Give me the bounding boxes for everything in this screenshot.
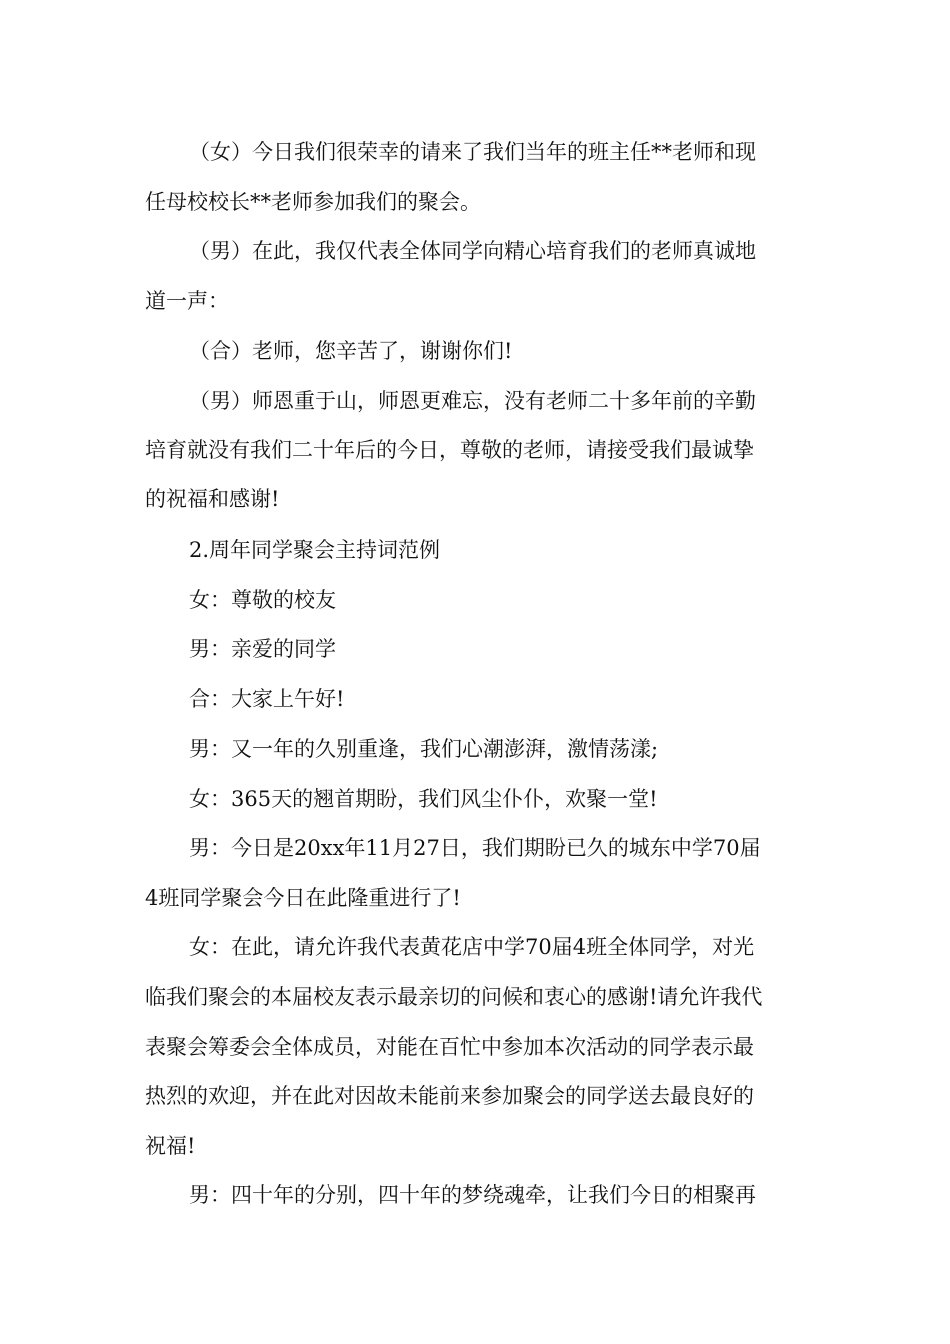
paragraph-line: 男：又一年的久别重逢，我们心潮澎湃，激情荡漾; xyxy=(189,737,659,761)
paragraph-line: 女：在此，请允许我代表黄花店中学70届4班全体同学，对光 xyxy=(189,935,755,959)
paragraph-line: 女：365天的翘首期盼，我们风尘仆仆，欢聚一堂! xyxy=(189,787,658,811)
paragraph-line: 表聚会筹委会全体成员，对能在百忙中参加本次活动的同学表示最 xyxy=(145,1035,754,1059)
paragraph-line: 的祝福和感谢! xyxy=(145,487,280,511)
paragraph-line: 男：今日是20xx年11月27日，我们期盼已久的城东中学70届 xyxy=(189,836,761,860)
paragraph-line: 男：四十年的分别，四十年的梦绕魂牵，让我们今日的相聚再 xyxy=(189,1183,756,1207)
paragraph-line: 祝福! xyxy=(145,1134,196,1158)
section-heading: 2.周年同学聚会主持词范例 xyxy=(189,538,441,562)
paragraph-line: 临我们聚会的本届校友表示最亲切的问候和衷心的感谢!请允许我代 xyxy=(145,985,763,1009)
paragraph-line: 合：大家上午好! xyxy=(189,687,345,711)
paragraph-line: 道一声： xyxy=(145,289,229,313)
paragraph-line: （男）师恩重于山，师恩更难忘，没有老师二十多年前的辛勤 xyxy=(189,389,756,413)
paragraph-line: 男：亲爱的同学 xyxy=(189,637,336,661)
paragraph-line: 女：尊敬的校友 xyxy=(189,588,336,612)
paragraph-line: 培育就没有我们二十年后的今日，尊敬的老师，请接受我们最诚挚 xyxy=(145,438,754,462)
paragraph-line: 任母校校长**老师参加我们的聚会。 xyxy=(145,190,481,214)
paragraph-line: （男）在此，我仅代表全体同学向精心培育我们的老师真诚地 xyxy=(189,239,756,263)
paragraph-line: 热烈的欢迎，并在此对因故未能前来参加聚会的同学送去最良好的 xyxy=(145,1084,754,1108)
paragraph-line: 4班同学聚会今日在此隆重进行了! xyxy=(145,886,461,910)
paragraph-line: （女）今日我们很荣幸的请来了我们当年的班主任**老师和现 xyxy=(189,140,756,164)
paragraph-line: （合）老师，您辛苦了，谢谢你们! xyxy=(189,339,513,363)
